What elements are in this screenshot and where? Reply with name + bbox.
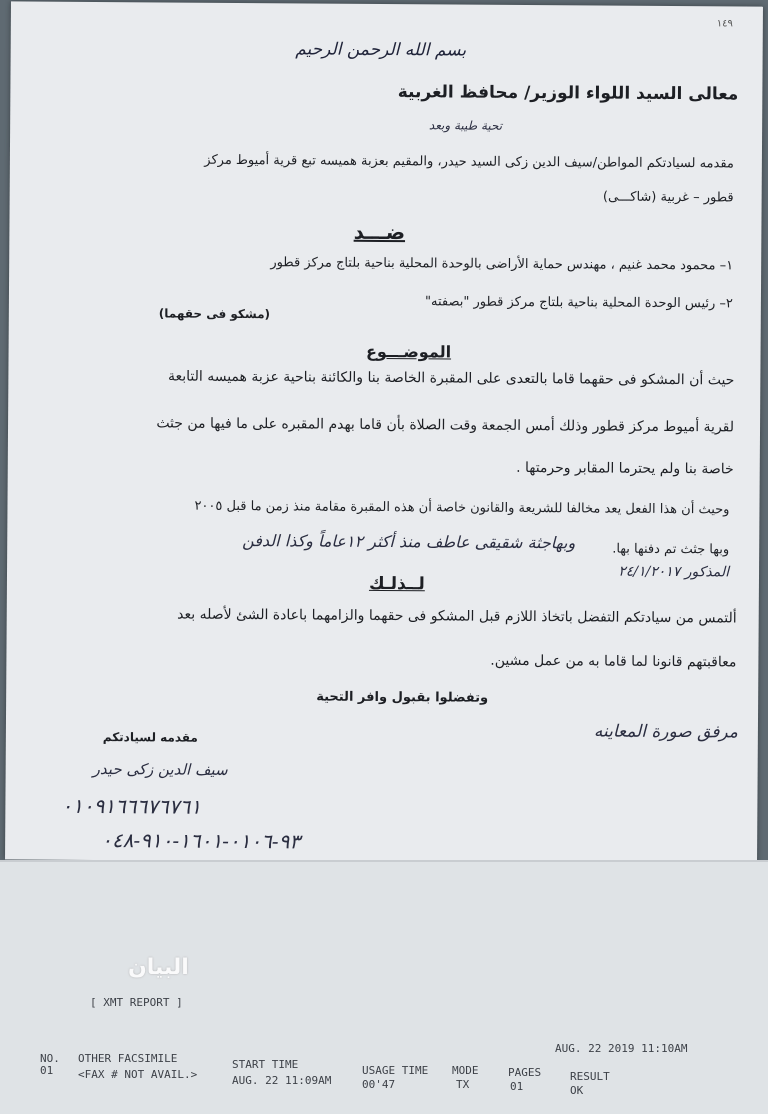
intro-line-1: مقدمه لسيادتكم المواطن/سيف الدين زكى السيد حيدر، والمقيم بعزبة هميسه تبع قرية أميوط مركز [204, 152, 734, 172]
fax-transmission-report [0, 860, 768, 1114]
fax-header-mode: MODE [452, 1064, 479, 1077]
law-line-3-handwritten: المذكور ٢٤/١/٢٠١٧ [618, 563, 730, 581]
signature-name: سيف الدين زكى حيدر [92, 759, 228, 779]
phone-number-2: ٩٣-٠١٠٦-١٦٠١-٩١٠-٠٤٨ [101, 828, 301, 854]
addressee: معالى السيد اللواء الوزير/ محافظ الغربية [397, 82, 739, 105]
closing: وتفضلوا بقبول وافر التحية [316, 689, 489, 706]
fax-report-title: [ XMT REPORT ] [90, 996, 183, 1009]
defendants-note: (مشكو فى حقهما) [158, 306, 271, 322]
fax-row-usage-time: 00'47 [362, 1078, 396, 1091]
complaint-letter [5, 1, 763, 864]
defendant-2: ٢– رئيس الوحدة المحلية بناحية بلتاج مركز قطور "بصفته" [424, 294, 733, 312]
subject-heading: الموضـــوع [365, 341, 452, 362]
fax-row-other-facsimile: <FAX # NOT AVAIL.> [78, 1068, 198, 1081]
against-heading: ضـــد [353, 219, 406, 245]
phone-number-1: ٠١٠٩١٦٦٦٧٦٧٦١ [61, 793, 202, 819]
page-number: ١٤٩ [716, 18, 733, 30]
fax-timestamp: AUG. 22 2019 11:10AM [555, 1042, 688, 1055]
fax-header-other-facsimile: OTHER FACSIMILE [78, 1052, 178, 1065]
fax-header-result: RESULT [570, 1070, 610, 1083]
fax-row-start-time: AUG. 22 11:09AM [232, 1074, 332, 1087]
therefore-heading: لــذلـك [368, 573, 425, 595]
subject-line-2: لقرية أميوط مركز قطور وذلك أمس الجمعة وقت الصلاة بأن قاما بهدم المقبره على ما فيها من جثث [156, 415, 735, 436]
watermark-logo: البيان [128, 955, 189, 980]
fax-header-pages: PAGES [508, 1066, 542, 1079]
fax-header-start-time: START TIME [232, 1058, 299, 1071]
request-line-2: معاقبتهم قانونا لما قاما به من عمل مشين. [490, 652, 737, 671]
law-line-2-typed: وبها جثث تم دفنها بها. [612, 541, 730, 558]
defendant-1: ١– محمود محمد غنيم ، مهندس حماية الأراضى بالوحدة المحلية بناحية بلتاج مركز قطور [270, 255, 734, 274]
basmala: بسم الله الرحمن الرحيم [295, 39, 467, 61]
greeting: تحية طيبة وبعد [428, 118, 503, 133]
fax-row-no: 01 [40, 1064, 54, 1077]
request-line-1: ألتمس من سيادتكم التفضل باتخاذ اللازم قبل المشكو فى حقهما والزامهما باعادة الشئ لأصله بعد [177, 606, 737, 627]
signature-label: مقدمه لسيادتكم [102, 730, 198, 745]
intro-line-2: قطور – غربية (شاكـــى) [602, 189, 734, 206]
fax-header-usage-time: USAGE TIME [362, 1064, 429, 1077]
fax-row-pages: 01 [510, 1080, 524, 1093]
law-line-2-handwritten: وبهاجثة شقيقى عاطف منذ أكثر ١٢عاماً وكذا الدفن [242, 531, 576, 553]
fax-row-result: OK [570, 1084, 584, 1097]
subject-line-3: خاصة بنا ولم يحترما المقابر وحرمتها . [516, 459, 734, 478]
subject-line-1: حيث أن المشكو فى حقهما قاما بالتعدى على المقبرة الخاصة بنا والكائنة بناحية عزبة هميسه التابعة [167, 368, 735, 389]
fax-header-no: NO. [40, 1052, 60, 1065]
fax-row-mode: TX [456, 1078, 470, 1091]
handwritten-attachment-note: مرفق صورة المعاينه [593, 721, 738, 743]
law-line-1: وحيث أن هذا الفعل يعد مخالفا للشريعة والقانون خاصة أن هذه المقبرة مقامة منذ زمن ما قبل ٢٠٠٥ [194, 498, 730, 518]
